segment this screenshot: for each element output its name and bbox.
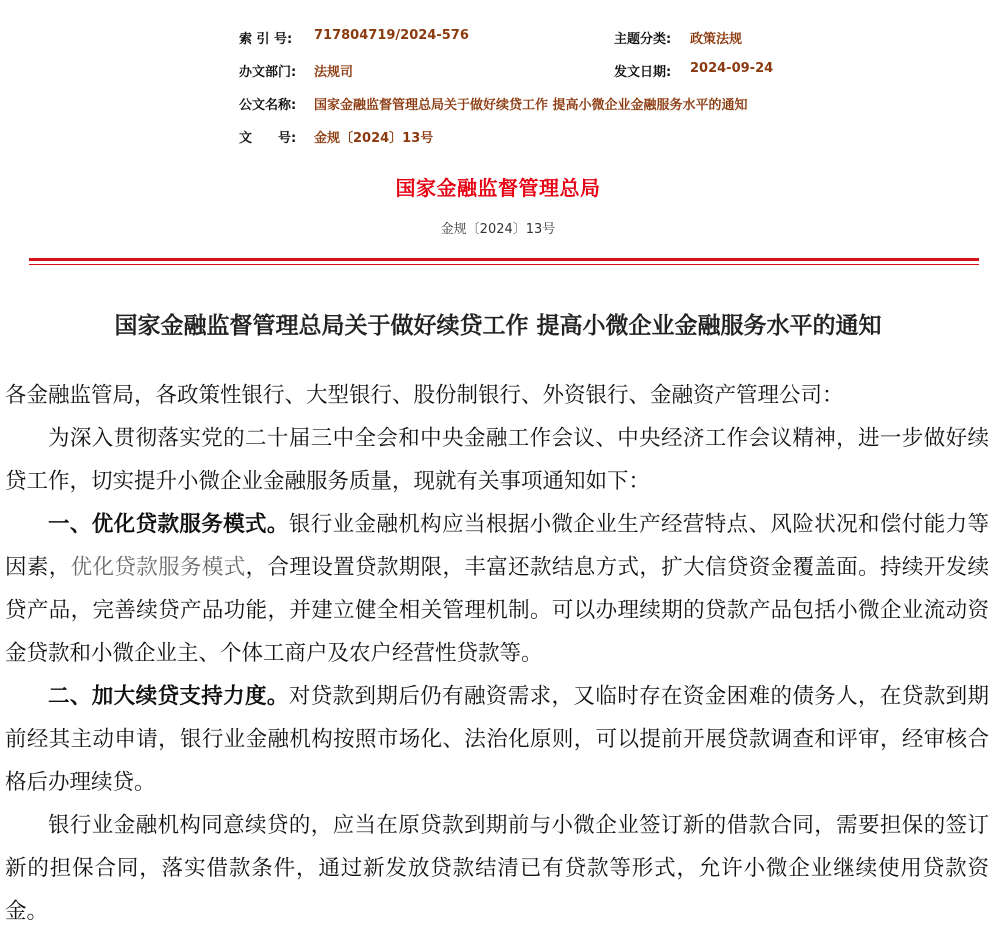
section-2-heading: 二、加大续贷支持力度。 [48,684,289,709]
section-1-heading: 一、优化贷款服务模式。 [48,512,289,537]
index-number-value: 717804719/2024-576 [314,28,469,43]
section-1-paragraph [5,503,989,675]
paragraph-3: 银行业金融机构同意续贷的，应当在原贷款到期前与小微企业签订新的借款合同，需要担保的签订新的担保合同，落实借款条件，通过新发放贷款结清已有贷款等形式，允许小微企业继续使用贷款资金。 [5,813,989,924]
section-1-term-link[interactable]: 优化贷款服务模式 [70,555,246,580]
red-header-rule-thin [29,264,979,265]
document-body [5,374,989,933]
issuing-department-value: 法规司 [314,65,354,80]
addressee-line: 各金融监管局，各政策性银行、大型银行、股份制银行、外资银行、金融资产管理公司： [5,383,844,408]
document-number-value: 金规〔2024〕13号 [314,131,434,146]
section-1-text-continued: ，合理设置贷款期限，丰富还款结息方式，扩大信贷资金覆盖面。持续开发续贷产品，完善续贷产品功能，并建立健全相关管理机制。可以办理续期的贷款产品包括小微企业流动资金贷款和小微企业主、个体工商户及农户经营性贷款等。 [5,555,989,666]
intro-paragraph: 为深入贯彻落实党的二十届三中全会和中央金融工作会议、中央经济工作会议精神，进一步做好续贷工作，切实提升小微企业金融服务质量，现就有关事项通知如下： [5,426,989,494]
document-metadata [0,0,996,160]
index-number-label: 索 引 号: [239,32,293,47]
topic-category-label: 主题分类: [614,32,672,47]
section-2-paragraph [5,675,989,804]
issue-date-value: 2024-09-24 [690,61,774,76]
issuing-department-label: 办文部门: [239,65,297,80]
document-title: 国家金融监督管理总局关于做好续贷工作 提高小微企业金融服务水平的通知 [114,313,882,339]
red-header-rule [29,258,979,261]
document-number-subheading: 金规〔2024〕13号 [440,222,556,237]
issue-date-label: 发文日期: [614,65,672,80]
document-name-label: 公文名称: [239,98,297,113]
section-1-text: 银行业金融机构应当根据小微企业生产经营特点、风险状况和偿付能力等因素， [5,512,989,580]
issuing-authority-heading: 国家金融监督管理总局 [395,176,601,200]
document-number-label: 文 号: [239,131,297,146]
topic-category-value: 政策法规 [690,32,743,47]
section-2-text: 对贷款到期后仍有融资需求，又临时存在资金困难的债务人，在贷款到期前经其主动申请，银行业金融机构按照市场化、法治化原则，可以提前开展贷款调查和评审，经审核合格后办理续贷。 [5,684,989,795]
document-name-value: 国家金融监督管理总局关于做好续贷工作 提高小微企业金融服务水平的通知 [314,98,748,113]
